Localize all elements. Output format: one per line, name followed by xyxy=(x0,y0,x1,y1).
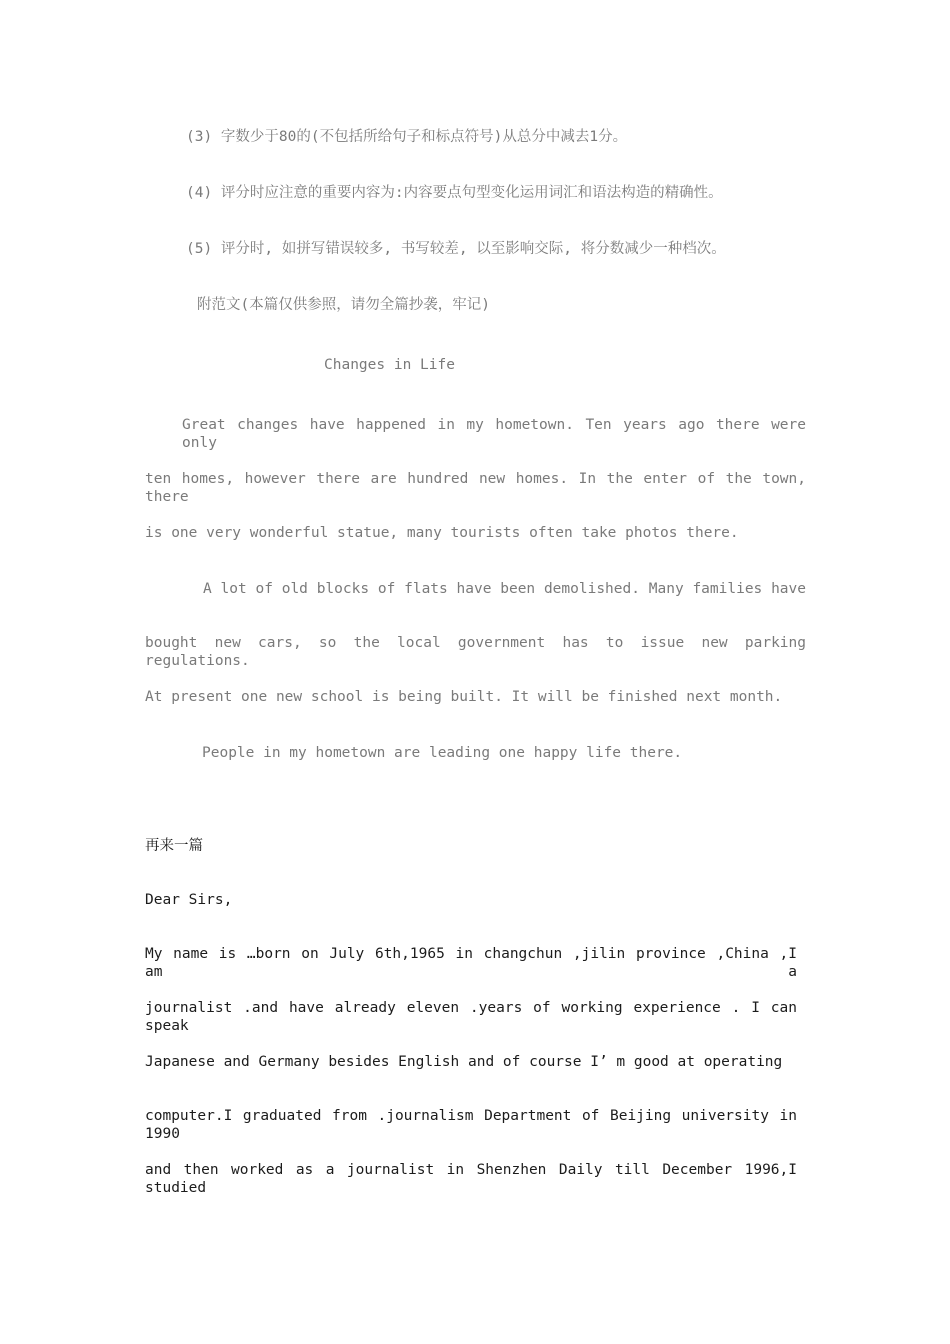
essay-line: ten homes, however there are hundred new homes. In the enter of the town, there xyxy=(145,471,806,505)
essay-line: Great changes have happened in my hometown. Ten years ago there were only xyxy=(182,417,806,451)
letter-line: journalist .and have already eleven .years of working experience . I can speak xyxy=(145,1000,797,1034)
essay-title: Changes in Life xyxy=(324,357,455,373)
letter-salutation: Dear Sirs, xyxy=(145,892,233,908)
another-heading: 再来一篇 xyxy=(145,838,203,854)
letter-line: and then worked as a journalist in Shenzhen Daily till December 1996,I studied xyxy=(145,1162,797,1196)
essay-line: bought new cars, so the local government has to issue new parking regulations. xyxy=(145,635,806,669)
rule-3: (3) 字数少于80的(不包括所给句子和标点符号)从总分中减去1分。 xyxy=(186,129,628,145)
letter-line: Japanese and Germany besides English and of course I’ m good at operating xyxy=(145,1054,783,1070)
essay-line: At present one new school is being built. It will be finished next month. xyxy=(145,689,783,705)
sample-heading: 附范文(本篇仅供参照，请勿全篇抄袭，牢记) xyxy=(197,297,490,313)
essay-line: A lot of old blocks of flats have been demolished. Many families have xyxy=(203,581,806,597)
rule-5: (5) 评分时, 如拼写错误较多, 书写较差, 以至影响交际, 将分数减少一种档次。 xyxy=(186,241,726,257)
rule-4: (4) 评分时应注意的重要内容为:内容要点句型变化运用词汇和语法构造的精确性。 xyxy=(186,185,723,201)
essay-line: People in my hometown are leading one happy life there. xyxy=(202,745,683,761)
letter-line: computer.I graduated from .journalism Department of Beijing university in 1990 xyxy=(145,1108,797,1142)
essay-line: is one very wonderful statue, many tourists often take photos there. xyxy=(145,525,739,541)
letter-line: My name is …born on July 6th,1965 in changchun ,jilin province ,China ,I am a xyxy=(145,946,797,980)
